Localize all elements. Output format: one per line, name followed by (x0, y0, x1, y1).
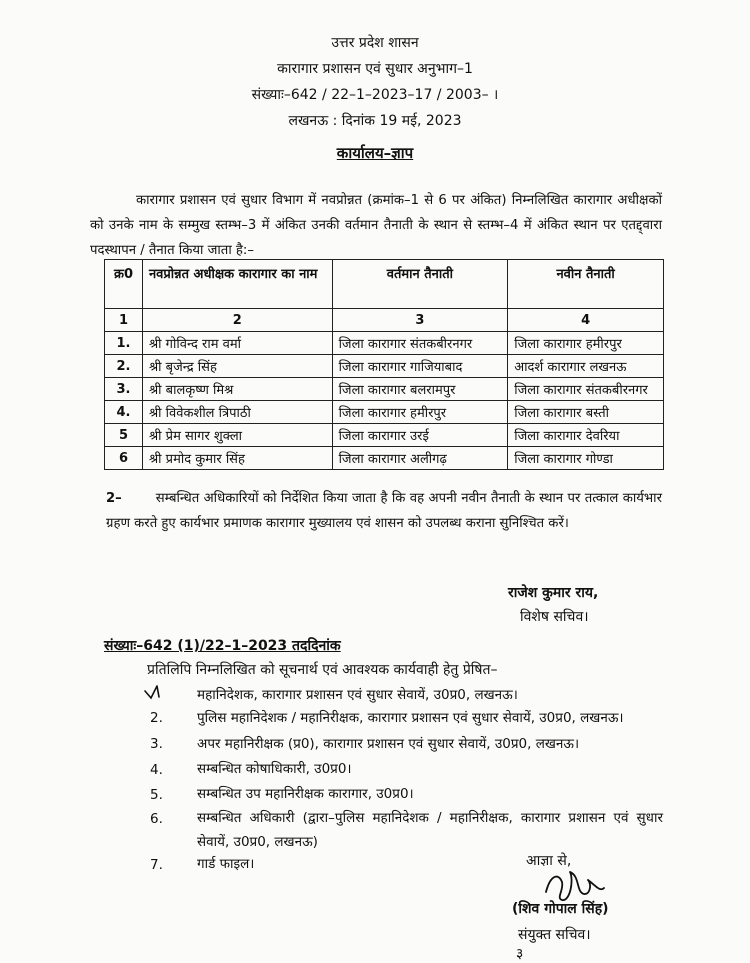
table-row (105, 378, 664, 401)
table-row (105, 447, 664, 470)
signatory-2-name: (शिव गोपाल सिंह) (512, 901, 609, 917)
row-name: श्री विवेकशील त्रिपाठी (142, 401, 332, 424)
row-sn: 1. (105, 332, 143, 355)
header-sn: क्र0 (105, 260, 143, 309)
signatory-2-designation: संयुक्त सचिव। (518, 927, 591, 943)
tick-mark-icon (143, 683, 167, 701)
row-sn: 2. (105, 355, 143, 378)
header-name: नवप्रोन्नत अधीक्षक कारागार का नाम (142, 260, 332, 309)
row-name: श्री गोविन्द राम वर्मा (142, 332, 332, 355)
signatory-1-designation: विशेष सचिव। (520, 609, 589, 625)
col-num-3: 3 (332, 309, 508, 332)
page-mark: ३ (516, 946, 524, 962)
row-sn: 3. (105, 378, 143, 401)
row-name: श्री प्रमोद कुमार सिंह (142, 447, 332, 470)
header-current: वर्तमान तैनाती (332, 260, 508, 309)
copy-item-3: अपर महानिरीक्षक (प्र0), कारागार प्रशासन एवं सुधार सेवायें, उ0प्र0, लखनऊ। (197, 736, 580, 752)
col-num-1: 1 (105, 309, 143, 332)
copy-item-2: पुलिस महानिदेशक / महानिरीक्षक, कारागार प्रशासन एवं सुधार सेवायें, उ0प्र0, लखनऊ। (197, 710, 624, 726)
row-current: जिला कारागार हमीरपुर (332, 401, 508, 424)
signatory-1-name: राजेश कुमार राय, (508, 585, 599, 601)
paragraph-2-text: सम्बन्धित अधिकारियों को निर्देशित किया जाता है कि वह अपनी नवीन तैनाती के स्थान पर तत्काल कार्यभार ग्रहण करते हुए कार्यभार प्रमाणक कारागार मुख्यालय एवं शासन को उपलब्ध कराना सुनिश्चित करें। (106, 491, 662, 531)
copy-intro: प्रतिलिपि निम्नलिखित को सूचनार्थ एवं आवश्यक कार्यवाही हेतु प्रेषित– (147, 662, 498, 678)
paragraph-2 (106, 486, 662, 536)
copy-item-4: सम्बन्धित कोषाधिकारी, उ0प्र0। (197, 761, 352, 777)
copy-item-number: 6. (150, 811, 163, 827)
row-sn: 5 (105, 424, 143, 447)
by-order-text: आज्ञा से, (526, 853, 572, 869)
row-new: जिला कारागार संतकबीरनगर (508, 378, 664, 401)
copy-item-number: 2. (150, 710, 163, 726)
header-new: नवीन तैनाती (508, 260, 664, 309)
copy-item-number: 5. (150, 787, 163, 803)
row-new: जिला कारागार गोण्डा (508, 447, 664, 470)
copy-reference-number: संख्याः–642 (1)/22–1–2023 तददिनांक (104, 638, 341, 654)
row-current: जिला कारागार गाजियाबाद (332, 355, 508, 378)
row-new: आदर्श कारागार लखनऊ (508, 355, 664, 378)
row-current: जिला कारागार उरई (332, 424, 508, 447)
place-date: लखनऊ : दिनांक 19 मई, 2023 (288, 113, 462, 129)
row-name: श्री बालकृष्ण मिश्र (142, 378, 332, 401)
table-row (105, 424, 664, 447)
copy-item-number: 4. (150, 762, 163, 778)
row-current: जिला कारागार बलरामपुर (332, 378, 508, 401)
memo-title: कार्यालय–ज्ञाप (336, 144, 414, 162)
copy-item-7: गार्ड फाइल। (197, 856, 255, 872)
copy-item-1: महानिदेशक, कारागार प्रशासन एवं सुधार सेवायें, उ0प्र0, लखनऊ। (197, 687, 518, 703)
govt-name: उत्तर प्रदेश शासन (331, 35, 419, 51)
row-name: श्री बृजेन्द्र सिंह (142, 355, 332, 378)
row-name: श्री प्रेम सागर शुक्ला (142, 424, 332, 447)
paragraph-1: कारागार प्रशासन एवं सुधार विभाग में नवप्रोन्नत (क्रमांक–1 से 6 पर अंकित) निम्नलिखित कारागार अधीक्षकों को उनके नाम के सम्मुख स्तम्भ–3 में अंकित उनकी वर्तमान तैनाती के स्थान से स्तम्भ–4 में अंकित स्थान पर एतद्द्वारा पदस्थापन / तैनात किया जाता है:– (90, 193, 662, 258)
row-sn: 6 (105, 447, 143, 470)
transfer-table (104, 259, 664, 470)
row-current: जिला कारागार संतकबीरनगर (332, 332, 508, 355)
table-row (105, 401, 664, 424)
copy-item-5: सम्बन्धित उप महानिरीक्षक कारागार, उ0प्र0। (197, 786, 414, 802)
col-num-4: 4 (508, 309, 664, 332)
table-row (105, 355, 664, 378)
row-new: जिला कारागार देवरिया (508, 424, 664, 447)
copy-item-number: 7. (150, 857, 163, 873)
column-number-row (105, 309, 664, 332)
row-sn: 4. (105, 401, 143, 424)
col-num-2: 2 (142, 309, 332, 332)
row-new: जिला कारागार हमीरपुर (508, 332, 664, 355)
paragraph-2-number: 2– (106, 491, 122, 506)
table-header-row (105, 260, 664, 309)
row-new: जिला कारागार बस्ती (508, 401, 664, 424)
copy-item-number: 3. (150, 736, 163, 752)
department-name: कारागार प्रशासन एवं सुधार अनुभाग–1 (277, 61, 473, 77)
copy-item-6: सम्बन्धित अधिकारी (द्वारा–पुलिस महानिदेशक / महानिरीक्षक, कारागार प्रशासन एवं सुधार सेवायें, उ0प्र0, लखनऊ) (197, 810, 663, 850)
reference-number: संख्याः–642 / 22–1–2023–17 / 2003– । (251, 87, 499, 103)
row-current: जिला कारागार अलीगढ़ (332, 447, 508, 470)
table-row (105, 332, 664, 355)
